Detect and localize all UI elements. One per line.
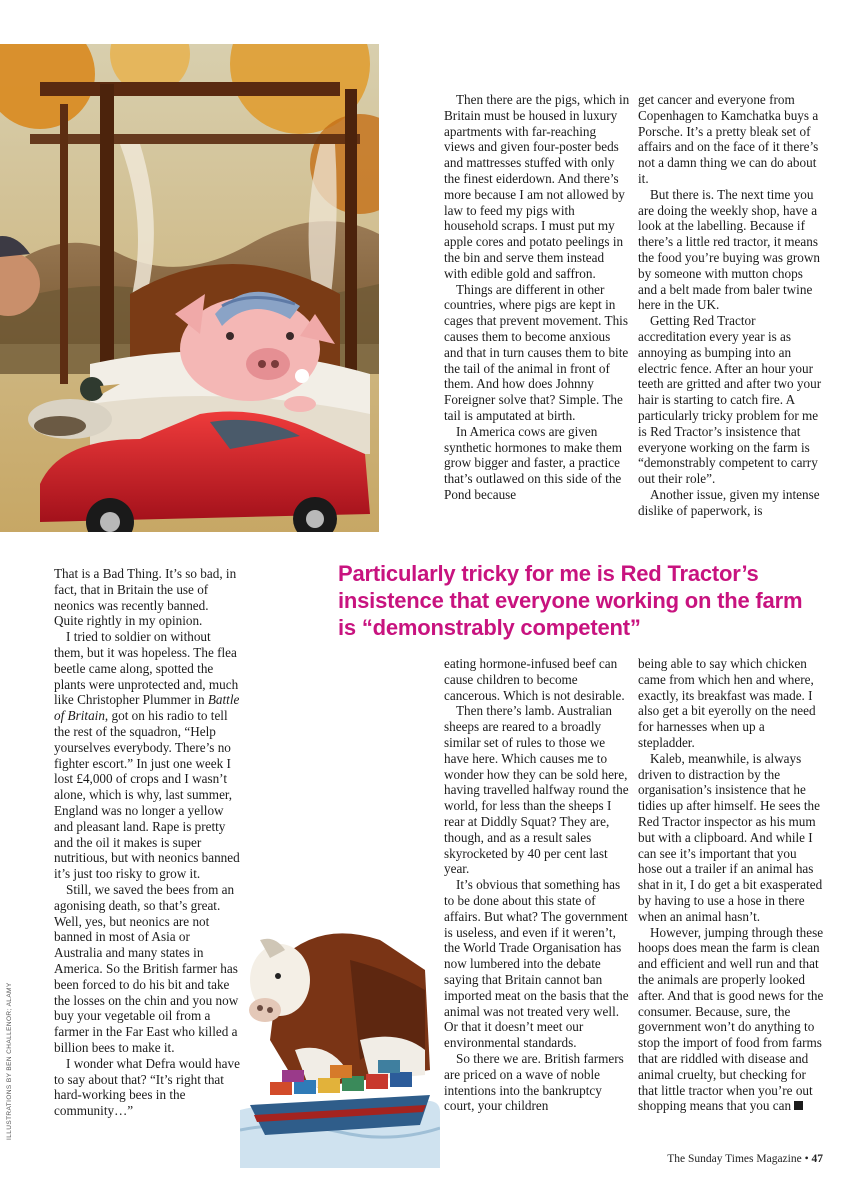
film-title: Battle of Britain: [54, 692, 240, 724]
paragraph: [638, 925, 824, 1115]
pull-quote: Particularly tricky for me is Red Tractor’s insistence that everyone working on the farm is “demonstrably competent”: [338, 561, 803, 640]
paragraph: [54, 629, 240, 882]
paragraph: But there is. The next time you are doing the weekly shop, have a look at the labelling. Because if there’s a little red tractor, it means the food you’re buying was grown by someone with mutton chops and a belt made from baler twine here in the UK.: [638, 186, 821, 313]
paragraph-text: I tried to soldier on without them, but it was hopeless. The flea beetle came along, spotted the plants were unprotected and, much like Christopher Plummer in: [54, 629, 239, 708]
footer-separator: •: [804, 1153, 809, 1165]
end-of-article-mark: [794, 1101, 803, 1110]
paragraph: I wonder what Defra would have to say about that? “It’s right that hard-working bees in the community…”: [54, 1055, 240, 1119]
paragraph: Kaleb, meanwhile, is always driven to distraction by the organisation’s insistence that he tidies up after himself. He sees the Red Tractor inspector as his mum but with a clipboard. And while I can see it’s important that you hose out a trailer if an animal has shat in it, I do get a bit exasperated by having to use a hose in there when an animal hasn’t.: [638, 750, 823, 924]
paragraph: So there we are. British farmers are priced on a wave of noble intentions into the bankruptcy court, your children: [444, 1050, 624, 1114]
illustration-credit: ILLUSTRATIONS BY BEN CHALLENOR; ALAMY: [6, 982, 13, 1140]
paragraph-text: , got on his radio to tell the rest of the squadron, “Help yourselves everybody. There’s no fighter escort.” In just one week I lost £4,000 of crops and I wasn’t alone, which is why, last summer, England was no longer a yellow and pleasant land. Rape is pretty and the oil it makes is super nutritious, but with neonics banned it’s just too risky to grow it.: [54, 708, 240, 882]
page-number: 47: [811, 1153, 823, 1165]
pig-bed-artwork: [0, 44, 379, 532]
paragraph: Getting Red Tractor accreditation every year is as annoying as bumping into an electric fence. After an hour your teeth are gritted and after two your hair is starting to catch fire. A particularly tricky problem for me is Red Tractor’s insistence that everyone working on the farm is “demonstrably competent to carry out their role”.: [638, 313, 822, 487]
paragraph: get cancer and everyone from Copenhagen to Kamchatka buys a Porsche. It’s a pretty bleak set of affairs and on the face of it there’s not a damn thing we can do about it.: [638, 92, 819, 186]
cow-ship-illustration: [240, 900, 440, 1168]
paragraph: Another issue, given my intense dislike of paperwork, is: [638, 486, 820, 518]
page-footer: [667, 1153, 823, 1165]
publication-name: The Sunday Times Magazine: [667, 1153, 802, 1165]
article-column-left: [54, 566, 240, 1119]
paragraph-text: However, jumping through these hoops does mean the farm is clean and efficient and well run and that the animals are properly looked after. And that is good news for the consumer. Because, sure, the government won’t do anything to stop the import of food from farms that are riddled with disease and animal cruelty, but checking for that little tractor when you’re out shopping means that you can: [638, 924, 824, 1114]
paragraph: That is a Bad Thing. It’s so bad, in fact, that in Britain the use of neonics was recently banned. Quite rightly in my opinion.: [54, 566, 237, 629]
article-column-top-right: [638, 92, 824, 519]
article-column-top-middle: [444, 92, 630, 503]
paragraph: Things are different in other countries, where pigs are kept in cages that prevent movement. This causes them to become anxious and that in turn causes them to bite the tail of the animal in front of them. And how does Johnny Foreigner solve that? Simple. The tail is amputated at birth.: [444, 281, 629, 423]
article-column-bottom-middle: [444, 656, 630, 1114]
pig-bed-illustration: [0, 44, 379, 532]
article-column-bottom-right: [638, 656, 824, 1114]
paragraph: It’s obvious that something has to be done about this state of affairs. But what? The government is useless, and even if it weren’t, the World Trade Organisation has now lumbered into the debate saying that Britain cannot ban imported meat on the basis that the animal was not treated very well. Or that it doesn’t meet our environmental standards.: [444, 877, 629, 1051]
paragraph: In America cows are given synthetic hormones to make them grow bigger and faster, a practice that’s outlawed on this side of the Pond because: [444, 423, 622, 502]
paragraph: eating hormone-infused beef can cause children to become cancerous. Which is not desirable.: [444, 656, 625, 703]
paragraph: Then there’s lamb. Australian sheeps are reared to a broadly similar set of rules to those we have here. Which causes me to wonder how they can be sold here, having travelled halfway round the world, for less than the sheeps I rear at Diddly Squat? They are, though, and as a result sales skyrocketed by 40 per cent last year.: [444, 703, 629, 877]
cow-ship-artwork: [240, 900, 440, 1168]
paragraph: Then there are the pigs, which in Britain must be housed in luxury apartments with far-reaching views and given four-poster beds and mattresses stuffed with only the finest eiderdown. And there’s more because I am not allowed by law to feed my pigs with household scraps. I must put my apple cores and potato peelings in the bin and serve them instead with edible gold and saffron.: [444, 92, 630, 281]
paragraph: Still, we saved the bees from an agonising death, so that’s great. Well, yes, but neonics are not banned in most of Asia or Australia and many states in America. So the British farmer has been forced to do his bit and take the losses on the chin and you now buy your vegetable oil from a farmer in the Far East who killed a billion bees to make it.: [54, 881, 239, 1055]
paragraph: being able to say which chicken came from which hen and where, exactly, its breakfast was made. I also get a bit eyerolly on the need for harnesses when up a stepladder.: [638, 656, 816, 750]
